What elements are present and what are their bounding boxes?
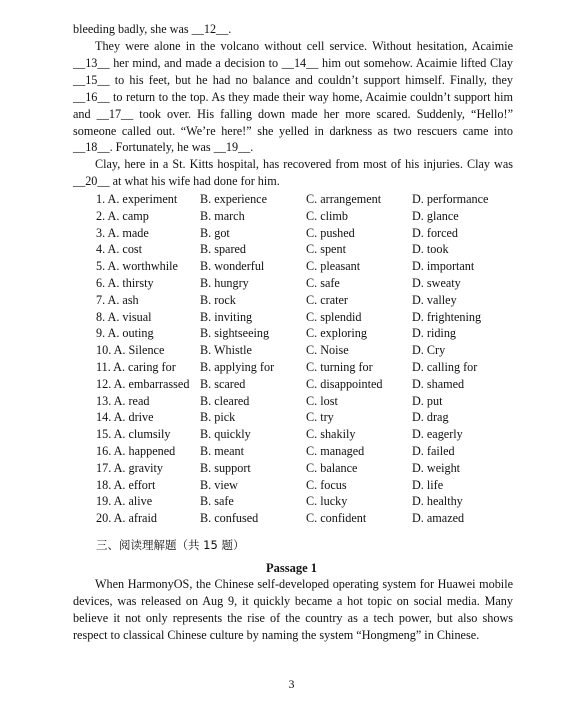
cloze-line-top: bleeding badly, she was __12__.	[73, 22, 232, 36]
option-d: D. shamed	[412, 376, 465, 391]
option-d: D. drag	[412, 410, 449, 425]
option-row	[96, 241, 516, 258]
option-d: D. calling for	[412, 359, 478, 374]
section-heading: 三、阅读理解题（共 15 题）	[96, 538, 245, 552]
option-a: 19. A. alive	[96, 494, 153, 509]
option-c: C. turning for	[306, 359, 373, 374]
option-c: C. arrangement	[306, 192, 382, 206]
option-b: B. pick	[200, 410, 236, 425]
option-b: B. got	[200, 225, 230, 240]
option-c: C. pushed	[306, 225, 355, 240]
option-b: B. rock	[200, 292, 236, 307]
cloze-paragraph-1: They were alone in the volcano without cell service. Without hesitation, Acaimie __13__ her mind, and made a decision to __14__ him out somehow. Acaimie lifted Clay __15__ to his feet, but he had no balance and couldn’t support himself. Finally, they __16__ to return to the top. As they made their way home, Acaimie couldn’t support him and __17__ took over. His falling down made her more scared. Suddenly, “Hello!” someone called out. “We’re here!” she yelled in darkness as two rescuers came into __18__. Fortunately, he was __19__.	[73, 39, 513, 155]
option-d: D. amazed	[412, 511, 465, 526]
option-c: C. lucky	[306, 494, 348, 509]
option-a: 16. A. happened	[96, 443, 176, 458]
option-d: D. healthy	[412, 494, 463, 509]
option-c: C. splendid	[306, 309, 362, 324]
option-c: C. shakily	[306, 427, 356, 442]
option-b: B. wonderful	[200, 259, 265, 274]
option-row	[96, 225, 516, 242]
options-table	[96, 191, 516, 527]
option-b: B. confused	[200, 511, 259, 526]
option-row	[96, 460, 516, 477]
option-row	[96, 191, 516, 208]
option-d: D. life	[412, 477, 444, 492]
option-a: 8. A. visual	[96, 309, 152, 324]
option-a: 9. A. outing	[96, 326, 154, 341]
option-c: C. managed	[306, 443, 365, 458]
option-c: C. balance	[306, 460, 358, 475]
option-row	[96, 258, 516, 275]
option-a: 13. A. read	[96, 393, 150, 408]
option-d: D. glance	[412, 208, 459, 223]
option-c: C. crater	[306, 292, 348, 307]
option-a: 20. A. afraid	[96, 511, 157, 526]
option-row	[96, 493, 516, 510]
option-b: B. spared	[200, 242, 247, 257]
option-a: 14. A. drive	[96, 410, 154, 425]
option-b: B. march	[200, 208, 245, 223]
option-b: B. inviting	[200, 309, 253, 324]
option-d: D. performance	[412, 192, 489, 206]
option-d: D. frightening	[412, 309, 482, 324]
option-d: D. Cry	[412, 343, 446, 358]
option-c: C. pleasant	[306, 259, 361, 274]
option-row	[96, 376, 516, 393]
option-row	[96, 443, 516, 460]
passage-paragraph: When HarmonyOS, the Chinese self-developed operating system for Huawei mobile devices, was released on Aug 9, it quickly became a hot topic on social media. Many believe it not only represents the rise of the country as a tech power, but also shows respect to classical Chinese culture by naming the system “Hongmeng” in Chinese.	[73, 577, 513, 642]
option-row	[96, 309, 516, 326]
option-c: C. climb	[306, 208, 348, 223]
option-row	[96, 393, 516, 410]
option-b: B. quickly	[200, 427, 251, 442]
option-b: B. view	[200, 477, 238, 492]
option-c: C. exploring	[306, 326, 367, 341]
option-b: B. experience	[200, 192, 267, 206]
option-row	[96, 510, 516, 527]
option-d: D. took	[412, 242, 449, 257]
option-d: D. failed	[412, 443, 455, 458]
option-b: B. hungry	[200, 275, 249, 290]
option-a: 3. A. made	[96, 225, 149, 240]
option-b: B. safe	[200, 494, 234, 509]
option-row	[96, 208, 516, 225]
option-a: 4. A. cost	[96, 242, 143, 257]
option-b: B. sightseeing	[200, 326, 270, 341]
option-a: 15. A. clumsily	[96, 427, 171, 442]
option-row	[96, 477, 516, 494]
option-row	[96, 409, 516, 426]
option-row	[96, 292, 516, 309]
option-a: 6. A. thirsty	[96, 275, 154, 290]
option-d: D. put	[412, 393, 443, 408]
option-row	[96, 426, 516, 443]
option-c: C. confident	[306, 511, 367, 526]
option-a: 18. A. effort	[96, 477, 156, 492]
option-b: B. scared	[200, 376, 246, 391]
option-d: D. valley	[412, 292, 457, 307]
option-d: D. important	[412, 259, 475, 274]
option-a: 2. A. camp	[96, 208, 149, 223]
option-a: 10. A. Silence	[96, 343, 165, 358]
option-c: C. disappointed	[306, 376, 383, 391]
option-b: B. meant	[200, 443, 245, 458]
option-row	[96, 359, 516, 376]
option-row	[96, 342, 516, 359]
option-a: 12. A. embarrassed	[96, 376, 190, 391]
option-a: 17. A. gravity	[96, 460, 164, 475]
option-b: B. support	[200, 460, 251, 475]
option-c: C. focus	[306, 477, 347, 492]
option-c: C. Noise	[306, 343, 349, 358]
option-d: D. sweaty	[412, 275, 461, 290]
option-c: C. try	[306, 410, 334, 425]
option-a: 7. A. ash	[96, 292, 139, 307]
option-c: C. safe	[306, 275, 340, 290]
option-c: C. spent	[306, 242, 346, 257]
option-d: D. riding	[412, 326, 457, 341]
option-a: 5. A. worthwhile	[96, 259, 178, 274]
option-a: 11. A. caring for	[96, 359, 176, 374]
option-a: 1. A. experiment	[96, 192, 178, 206]
option-b: B. applying for	[200, 359, 275, 374]
option-row	[96, 325, 516, 342]
option-row	[96, 275, 516, 292]
option-d: D. eagerly	[412, 427, 463, 442]
option-b: B. cleared	[200, 393, 250, 408]
option-d: D. forced	[412, 225, 459, 240]
option-c: C. lost	[306, 393, 338, 408]
cloze-paragraph-2: Clay, here in a St. Kitts hospital, has recovered from most of his injuries. Clay was __20__ at what his wife had done for him.	[73, 157, 513, 188]
option-d: D. weight	[412, 460, 461, 475]
passage-title: Passage 1	[265, 561, 318, 575]
page-number: 3	[288, 677, 295, 691]
option-b: B. Whistle	[200, 343, 252, 358]
